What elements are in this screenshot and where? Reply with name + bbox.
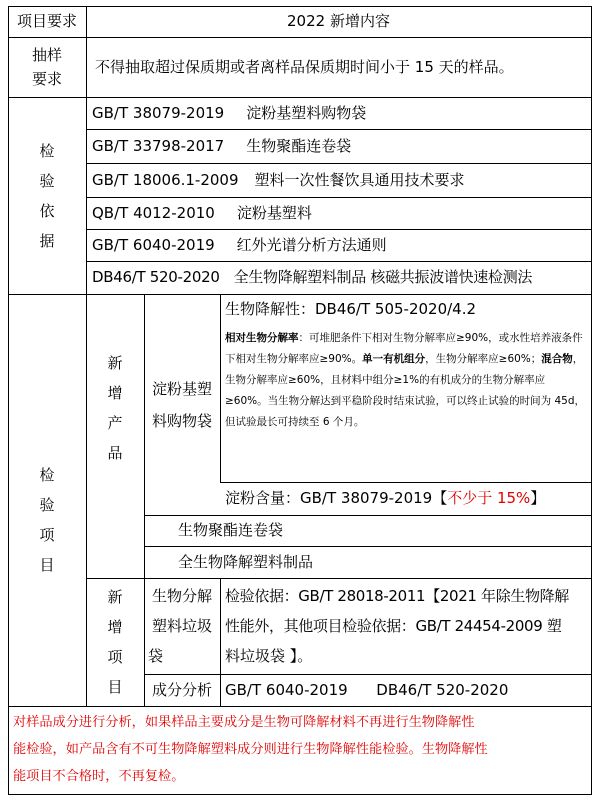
starch-content-suffix: 】: [530, 489, 546, 507]
composition-methods: GB/T 6040-2019 DB46/T 520-2020: [225, 680, 509, 699]
basis-row: [92, 197, 588, 229]
full-biodegradable-products: 全生物降解塑料制品: [178, 552, 314, 571]
detail-text: ：可堆肥条件下相对生物分解率应≥90%，或水性培养液条件下相对生物分解率应≥90%。: [225, 332, 583, 365]
basis-label-char: 依: [39, 201, 55, 220]
starch-content: [225, 482, 587, 515]
items-label-char: 项: [39, 526, 55, 544]
standard-code: GB/T 38079-2019: [92, 103, 225, 122]
sampling-label-line: 要求: [31, 70, 62, 88]
new-products-char: 新: [107, 354, 123, 372]
garbage-bag-basis-line: 检验依据：GB/T 28018-2011【2021 年除生物降解: [225, 587, 569, 605]
standard-code: GB/T 6040-2019: [92, 235, 215, 254]
new-products-char: 产: [107, 414, 123, 432]
new-items-char: 新: [107, 588, 123, 606]
garbage-bag-name-line: 生物分解: [151, 587, 212, 605]
standard-code: GB/T 18006.1-2009: [92, 170, 239, 189]
starch-bag-name: [144, 294, 220, 515]
sampling-text: 不得抽取超过保质期或者离样品保质期时间小于 15 天的样品。: [95, 57, 514, 76]
standard-name: 淀粉基塑料: [236, 203, 312, 222]
standard-code: DB46/T 520-2020: [92, 268, 220, 286]
standard-code: GB/T 33798-2017: [92, 136, 225, 155]
garbage-bag-name-line: 塑料垃圾: [151, 617, 212, 635]
garbage-bag-basis: [225, 578, 589, 674]
garbage-bag-name-line: 袋: [148, 647, 164, 665]
new-items-char: 目: [107, 678, 123, 696]
standard-name: 淀粉基塑料购物袋: [246, 103, 367, 122]
items-label: [8, 294, 86, 706]
basis-row: [92, 163, 588, 197]
sampling-label: [8, 37, 86, 97]
note-line: 对样品成分进行分析，如果样品主要成分是生物可降解材料不再进行生物降解性: [13, 715, 475, 730]
retest-note: [13, 709, 589, 793]
starch-content-prefix: 淀粉含量：GB/T 38079-2019【: [225, 489, 448, 507]
items-label-char: 检: [39, 466, 55, 484]
new-products-char: 品: [107, 444, 123, 462]
basis-label-char: 验: [39, 171, 55, 190]
detail-text: ，生物分解率应≥60%，且材料中组分≥1%的有机成分的生物分解率应≥60%。当生物分解达到平稳阶段时结束试验，可以终止试验的时间为 45d，但试验最长可持续至 6 个月。: [225, 353, 585, 428]
note-line: 能检验，如产品含有不可生物降解塑料成分则进行生物降解性能检验。生物降解性: [13, 742, 488, 757]
header-item-requirement: 项目要求: [16, 12, 77, 30]
basis-row: [92, 129, 588, 163]
term-relative-biodegradation: 相对生物分解率: [225, 332, 299, 344]
items-label-char: 目: [39, 556, 55, 574]
basis-label: [8, 97, 86, 294]
new-items-char: 增: [107, 618, 123, 636]
divider: [220, 578, 221, 706]
border-right: [591, 6, 592, 795]
divider: [8, 706, 592, 707]
new-items-char: 项: [107, 648, 123, 666]
garbage-bag-basis-line: 料垃圾袋 】。: [225, 647, 313, 665]
standard-name: 全生物降解塑料制品 核磁共振波谱快速检测法: [233, 268, 533, 286]
new-products-char: 增: [107, 384, 123, 402]
basis-row: [92, 97, 588, 129]
divider: [220, 294, 221, 483]
term-single-organic: 单一有机组分: [362, 353, 426, 365]
term-mixture: 混合物: [541, 353, 573, 365]
standard-name: 生物聚酯连卷袋: [246, 136, 352, 155]
items-label-char: 验: [39, 496, 55, 514]
note-line: 能项目不合格时，不再复检。: [13, 769, 185, 784]
standard-name: 红外光谱分析方法通则: [236, 235, 387, 254]
new-products-label: [86, 294, 144, 578]
basis-label-char: 据: [39, 231, 55, 250]
polyester-roll-bag: 生物聚酯连卷袋: [178, 521, 284, 539]
degradability-title: 生物降解性：DB46/T 505-2020/4.2: [225, 300, 477, 318]
new-items-label: [86, 578, 144, 706]
starch-bag-name-line: 料购物袋: [151, 411, 212, 430]
standard-name: 塑料一次性餐饮具通用技术要求: [254, 170, 465, 189]
standard-code: QB/T 4012-2010: [92, 203, 215, 222]
basis-row: [92, 229, 588, 261]
composition-label: 成分分析: [151, 680, 212, 699]
starch-bag-name-line: 淀粉基塑: [151, 379, 212, 398]
border-bottom: [8, 794, 592, 795]
degradability-detail: [225, 328, 587, 480]
sampling-label-line: 抽样: [31, 46, 62, 64]
starch-content-requirement: 不少于 15%: [447, 489, 531, 507]
header-new-content: 2022 新增内容: [287, 12, 390, 30]
basis-label-char: 检: [39, 141, 55, 160]
basis-row: [92, 261, 590, 294]
garbage-bag-name: [144, 578, 220, 674]
detail-text: ，生物分解率应≥60%；: [425, 353, 542, 365]
garbage-bag-basis-line: 性能外，其他项目检验依据：GB/T 24454-2009 塑: [225, 617, 562, 635]
